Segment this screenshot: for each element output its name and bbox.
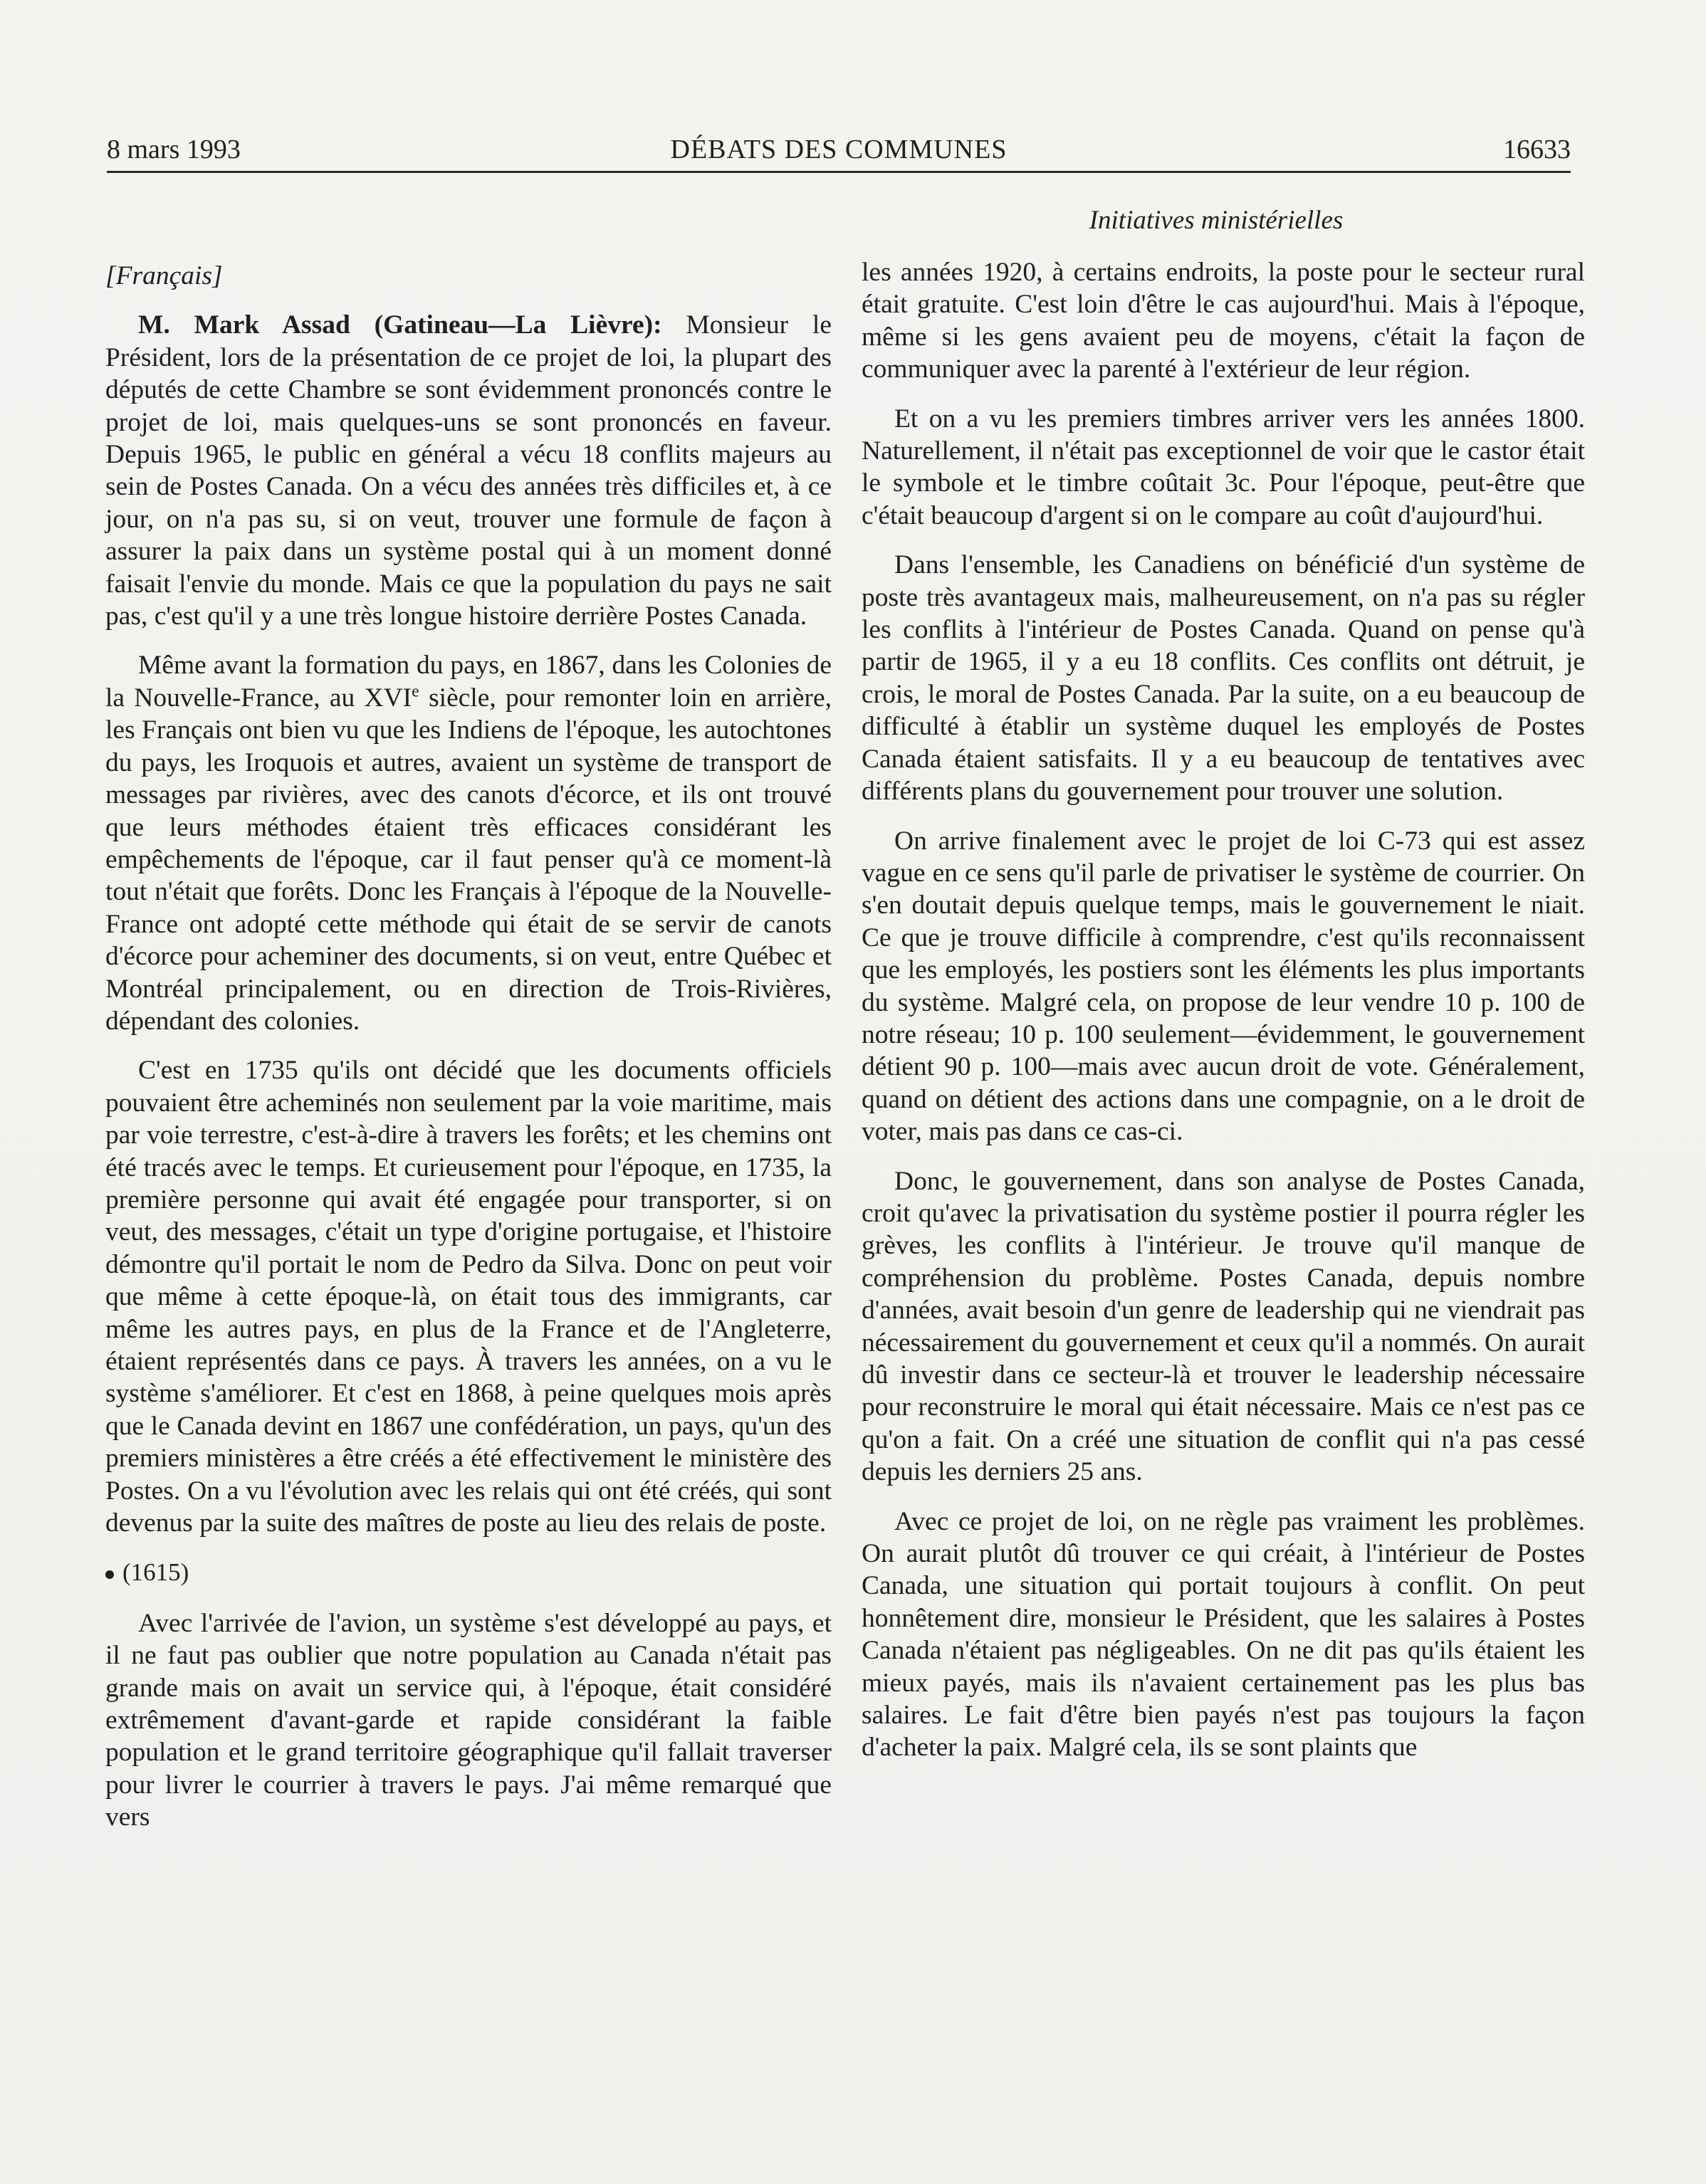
header-date: 8 mars 1993 (107, 135, 241, 164)
header-rule (107, 171, 1571, 173)
paragraph-text: Monsieur le Président, lors de la présentation de ce projet de loi, la plupart des députés de cette Chambre se sont évidemment prononcés contre le projet de loi, mais quelques-uns se sont prononcés en faveur. Depuis 1965, le public en général a vécu 18 conflits majeurs au sein de Postes Canada. On a vécu des années très difficiles et, à ce jour, on n'a pas su, si on veut, trouver une formule de façon à assurer la paix dans un système postal qui à un moment donné faisait l'envie du monde. Mais ce que la population du pays ne sait pas, c'est qu'il y a une très longue histoire derrière Postes Canada. (105, 310, 832, 631)
paragraph (105, 649, 832, 1037)
speaker-name: M. Mark Assad (Gatineau—La Lièvre): (138, 310, 662, 340)
paragraph: Dans l'ensemble, les Canadiens on bénéficié d'un système de poste très avantageux mais, malheureusement, on n'a pas su régler les conflits à l'intérieur de Postes Canada. Quand on pense qu'à partir de 1965, il y a eu 18 conflits. Ces conflits ont détruit, je crois, le moral de Postes Canada. Par la suite, on a eu beaucoup de difficulté à établir un système duquel les employés de Postes Canada étaient satisfaits. Il y a eu beaucoup de tentatives avec différents plans du gouvernement pour trouver une solution. (862, 550, 1585, 807)
header-page-number: 16633 (1503, 135, 1571, 164)
paragraph-text: siècle, pour remonter loin en arrière, les Français ont bien vu que les Indiens de l'époque, les autochtones du pays, les Iroquois et autres, avaient un système de transport de messages par rivières, avec des canots d'écorce, et ils ont trouvé que leurs méthodes étaient très efficaces considérant les empêchements de l'époque, car il faut penser qu'à ce moment-là tout n'était que forêts. Donc les Français à l'époque de la Nouvelle-France ont adopté cette méthode qui était de se servir de canots d'écorce pour acheminer des documents, si on veut, entre Québec et Montréal principalement, ou en direction de Trois-Rivières, dépendant des colonies. (105, 683, 832, 1036)
header-title: DÉBATS DES COMMUNES (670, 135, 1008, 164)
paragraph-text: Même avant la formation du pays, en 1867, dans les Colonies de la Nouvelle-France, au XVI (105, 651, 832, 713)
bullet-icon (105, 1570, 114, 1579)
paragraph: C'est en 1735 qu'ils ont décidé que les documents officiels pouvaient être acheminés non seulement par la voie maritime, mais par voie terrestre, c'est-à-dire à travers les forêts; et les chemins ont été tracés avec le temps. Et curieusement pour l'époque, en 1735, la première personne qui avait été engagée pour transporter, si on veut, des messages, c'était un type d'origine portugaise, et l'histoire démontre qu'il portait le nom de Pedro da Silva. Donc on peut voir que même à cette époque-là, on était tous des immigrants, car même les autres pays, en plus de la France et de l'Angleterre, étaient représentés dans ce pays. À travers les années, on a vu le système s'améliorer. Et c'est en 1868, à peine quelques mois après que le Canada devint en 1867 une confédération, un pays, qu'un des premiers ministères a être créés a été effectivement le ministère des Postes. On a vu l'évolution avec les relais qui ont été créés, qui sont devenus par la suite des maîtres de poste au lieu des relais de poste. (105, 1056, 832, 1538)
paragraph-speaker-intro (105, 309, 832, 632)
paragraph: Et on a vu les premiers timbres arriver vers les années 1800. Naturellement, il n'était pas exceptionnel de voir que le castor était le symbole et le timbre coûtait 3c. Pour l'époque, peut-être que c'était beaucoup d'argent si on le compare au coût d'aujourd'hui. (862, 404, 1585, 530)
paragraph-continued: les années 1920, à certains endroits, la poste pour le secteur rural était gratuite. C'est loin d'être le cas aujourd'hui. Mais à l'époque, même si les gens avaient peu de moyens, c'était la façon de communiquer avec la parenté à l'extérieur de leur région. (862, 258, 1585, 384)
timestamp-text: (1615) (122, 1558, 189, 1587)
section-heading: Initiatives ministérielles (1089, 206, 1344, 235)
paragraph: Avec ce projet de loi, on ne règle pas vraiment les problèmes. On aurait plutôt dû trouver ce qui créait, à l'intérieur de Postes Canada, une situation qui portait toujours à conflit. On peut honnêtement dire, monsieur le Président, que les salaires à Postes Canada n'étaient pas négligeables. On ne dit pas qu'ils étaient les mieux payés, mais ils n'avaient certainement pas les plus bas salaires. Le fait d'être bien payés n'est pas toujours la façon d'acheter la paix. Malgré cela, ils se sont plaints que (862, 1506, 1585, 1763)
right-column (862, 256, 1585, 1781)
superscript: e (412, 682, 419, 701)
left-column (105, 260, 832, 1851)
running-header (107, 132, 1571, 167)
paragraph: On arrive finalement avec le projet de loi C-73 qui est assez vague en ce sens qu'il parle de privatiser le système de courrier. On s'en doutait depuis quelque temps, mais le gouvernement le niait. Ce que je trouve difficile à comprendre, c'est qu'ils reconnaissent que les employés, les postiers sont les éléments les plus importants du système. Malgré cela, on propose de leur vendre 10 p. 100 de notre réseau; 10 p. 100 seulement—évidemment, le gouvernement détient 90 p. 100—mais avec aucun droit de vote. Généralement, quand on détient des actions dans une compagnie, on a le droit de voter, mais pas dans ce cas-ci. (862, 826, 1585, 1147)
paragraph: Donc, le gouvernement, dans son analyse de Postes Canada, croit qu'avec la privatisation du système postier il pourra régler les grèves, les conflits à l'intérieur. Je trouve qu'il manque de compréhension du problème. Postes Canada, depuis nombre d'années, avait besoin d'un genre de leadership qui ne viendrait pas nécessairement du gouvernement et ceux qu'il a nommés. On aurait dû investir dans ce secteur-là et trouver le leadership nécessaire pour reconstruire le moral qui était nécessaire. Mais ce n'est pas ce qu'on a fait. On a créé une situation de conflit qui n'a pas cessé depuis les derniers 25 ans. (862, 1166, 1585, 1487)
paragraph: Avec l'arrivée de l'avion, un système s'est développé au pays, et il ne faut pas oublier que notre population au Canada n'était pas grande mais on avait un service qui, à l'époque, était considéré extrêmement d'avant-garde et rapide considérant la faible population et le grand territoire géographique qu'il fallait traverser pour livrer le courrier à travers le pays. J'ai même remarqué que vers (105, 1608, 832, 1832)
timestamp (105, 1556, 832, 1588)
language-tag: [Français] (105, 261, 223, 290)
